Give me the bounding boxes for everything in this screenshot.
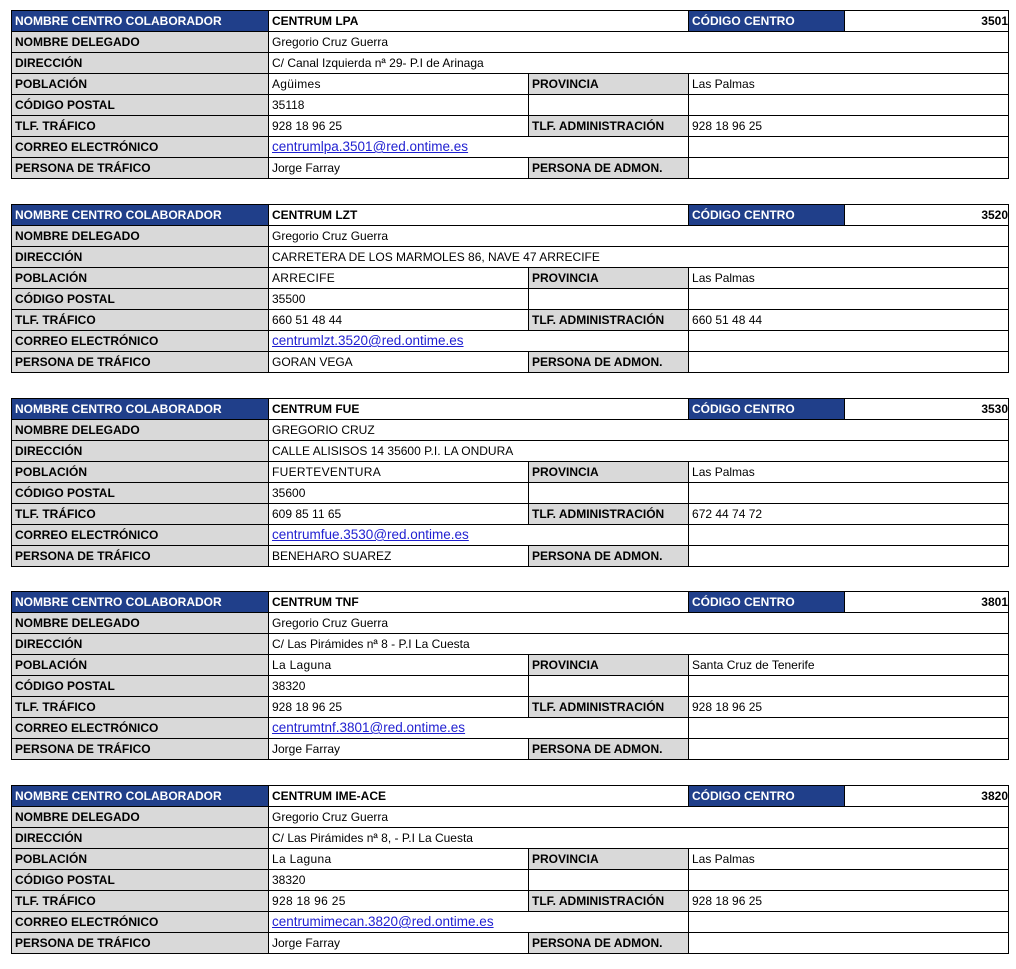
provincia-value: Santa Cruz de Tenerife (689, 655, 1009, 676)
label-codigo-postal: CÓDIGO POSTAL (12, 676, 269, 697)
center-name: CENTRUM TNF (269, 592, 689, 613)
persona-trafico-value: Jorge Farray (269, 739, 529, 760)
label-provincia: PROVINCIA (529, 74, 689, 95)
label-nombre-centro: NOMBRE CENTRO COLABORADOR (12, 205, 269, 226)
center-card (11, 591, 1008, 760)
label-codigo-centro: CÓDIGO CENTRO (689, 205, 845, 226)
label-nombre-centro: NOMBRE CENTRO COLABORADOR (12, 592, 269, 613)
codigo-postal-value: 35600 (269, 483, 529, 504)
label-provincia: PROVINCIA (529, 462, 689, 483)
label-nombre-centro: NOMBRE CENTRO COLABORADOR (12, 11, 269, 32)
label-persona-admon: PERSONA DE ADMON. (529, 158, 689, 179)
tlf-administracion-value: 928 18 96 25 (689, 891, 1009, 912)
label-codigo-centro: CÓDIGO CENTRO (689, 11, 845, 32)
email-link[interactable]: centrumtnf.3801@red.ontime.es (272, 720, 466, 735)
label-direccion: DIRECCIÓN (12, 247, 269, 268)
delegado-value: Gregorio Cruz Guerra (269, 807, 1009, 828)
label-persona-admon: PERSONA DE ADMON. (529, 933, 689, 954)
center-table (11, 204, 1009, 373)
label-tlf-administracion: TLF. ADMINISTRACIÓN (529, 116, 689, 137)
label-tlf-trafico: TLF. TRÁFICO (12, 891, 269, 912)
label-codigo-postal: CÓDIGO POSTAL (12, 870, 269, 891)
label-codigo-postal: CÓDIGO POSTAL (12, 95, 269, 116)
direccion-value: CARRETERA DE LOS MARMOLES 86, NAVE 47 ARRECIFE (269, 247, 1009, 268)
label-correo: CORREO ELECTRÓNICO (12, 525, 269, 546)
provincia-value: Las Palmas (689, 268, 1009, 289)
tlf-trafico-value: 609 85 11 65 (269, 504, 529, 525)
center-code: 3820 (845, 786, 1009, 807)
empty-cell (689, 676, 1009, 697)
persona-trafico-value: Jorge Farray (269, 933, 529, 954)
center-name: CENTRUM FUE (269, 399, 689, 420)
email-link[interactable]: centrumlpa.3501@red.ontime.es (272, 139, 469, 154)
label-tlf-trafico: TLF. TRÁFICO (12, 697, 269, 718)
email-link[interactable]: centrumlzt.3520@red.ontime.es (272, 333, 464, 348)
label-nombre-delegado: NOMBRE DELEGADO (12, 226, 269, 247)
label-tlf-trafico: TLF. TRÁFICO (12, 504, 269, 525)
label-persona-trafico: PERSONA DE TRÁFICO (12, 158, 269, 179)
persona-admon-value (689, 933, 1009, 954)
persona-trafico-value: BENEHARO SUAREZ (269, 546, 529, 567)
email-cell (269, 331, 689, 352)
label-poblacion: POBLACIÓN (12, 849, 269, 870)
label-nombre-delegado: NOMBRE DELEGADO (12, 807, 269, 828)
label-codigo-centro: CÓDIGO CENTRO (689, 786, 845, 807)
label-poblacion: POBLACIÓN (12, 74, 269, 95)
label-nombre-delegado: NOMBRE DELEGADO (12, 32, 269, 53)
center-name: CENTRUM IME-ACE (269, 786, 689, 807)
center-table (11, 398, 1009, 567)
tlf-administracion-value: 660 51 48 44 (689, 310, 1009, 331)
center-code: 3520 (845, 205, 1009, 226)
label-persona-trafico: PERSONA DE TRÁFICO (12, 352, 269, 373)
center-code: 3530 (845, 399, 1009, 420)
tlf-trafico-value: 928 18 96 25 (269, 697, 529, 718)
label-codigo-postal: CÓDIGO POSTAL (12, 483, 269, 504)
provincia-value: Las Palmas (689, 849, 1009, 870)
label-nombre-delegado: NOMBRE DELEGADO (12, 613, 269, 634)
email-link[interactable]: centrumfue.3530@red.ontime.es (272, 527, 469, 542)
empty-cell (689, 289, 1009, 310)
label-tlf-administracion: TLF. ADMINISTRACIÓN (529, 891, 689, 912)
persona-trafico-value: Jorge Farray (269, 158, 529, 179)
tlf-administracion-value: 928 18 96 25 (689, 697, 1009, 718)
empty-cell (529, 289, 689, 310)
email-link[interactable]: centrumimecan.3820@red.ontime.es (272, 914, 494, 929)
email-cell (269, 525, 689, 546)
provincia-value: Las Palmas (689, 462, 1009, 483)
empty-cell (529, 95, 689, 116)
label-provincia: PROVINCIA (529, 849, 689, 870)
center-table (11, 591, 1009, 760)
label-tlf-trafico: TLF. TRÁFICO (12, 116, 269, 137)
tlf-trafico-value: 928 18 96 25 (269, 116, 529, 137)
label-tlf-administracion: TLF. ADMINISTRACIÓN (529, 697, 689, 718)
label-correo: CORREO ELECTRÓNICO (12, 331, 269, 352)
tlf-trafico-value: 928 18 96 25 (269, 891, 529, 912)
email-cell (269, 718, 689, 739)
center-name: CENTRUM LPA (269, 11, 689, 32)
label-persona-trafico: PERSONA DE TRÁFICO (12, 546, 269, 567)
poblacion-value: ARRECIFE (269, 268, 529, 289)
direccion-value: C/ Canal Izquierda nª 29- P.I de Arinaga (269, 53, 1009, 74)
label-codigo-centro: CÓDIGO CENTRO (689, 592, 845, 613)
email-cell (269, 912, 689, 933)
label-direccion: DIRECCIÓN (12, 634, 269, 655)
label-correo: CORREO ELECTRÓNICO (12, 137, 269, 158)
codigo-postal-value: 38320 (269, 676, 529, 697)
label-provincia: PROVINCIA (529, 268, 689, 289)
label-correo: CORREO ELECTRÓNICO (12, 912, 269, 933)
codigo-postal-value: 38320 (269, 870, 529, 891)
persona-admon-value (689, 546, 1009, 567)
provincia-value: Las Palmas (689, 74, 1009, 95)
empty-cell (529, 870, 689, 891)
center-code: 3501 (845, 11, 1009, 32)
codigo-postal-value: 35500 (269, 289, 529, 310)
label-direccion: DIRECCIÓN (12, 441, 269, 462)
label-poblacion: POBLACIÓN (12, 655, 269, 676)
empty-cell (689, 137, 1009, 158)
poblacion-value: FUERTEVENTURA (269, 462, 529, 483)
label-nombre-delegado: NOMBRE DELEGADO (12, 420, 269, 441)
label-persona-admon: PERSONA DE ADMON. (529, 739, 689, 760)
center-card (11, 785, 1008, 954)
empty-cell (689, 483, 1009, 504)
label-tlf-administracion: TLF. ADMINISTRACIÓN (529, 504, 689, 525)
empty-cell (689, 912, 1009, 933)
empty-cell (689, 718, 1009, 739)
label-nombre-centro: NOMBRE CENTRO COLABORADOR (12, 786, 269, 807)
poblacion-value: La Laguna (269, 655, 529, 676)
center-card (11, 204, 1008, 373)
label-tlf-administracion: TLF. ADMINISTRACIÓN (529, 310, 689, 331)
center-card (11, 398, 1008, 567)
label-direccion: DIRECCIÓN (12, 53, 269, 74)
direccion-value: CALLE ALISISOS 14 35600 P.I. LA ONDURA (269, 441, 1009, 462)
empty-cell (689, 870, 1009, 891)
center-name: CENTRUM LZT (269, 205, 689, 226)
label-nombre-centro: NOMBRE CENTRO COLABORADOR (12, 399, 269, 420)
poblacion-value: La Laguna (269, 849, 529, 870)
label-persona-admon: PERSONA DE ADMON. (529, 546, 689, 567)
delegado-value: Gregorio Cruz Guerra (269, 32, 1009, 53)
empty-cell (529, 483, 689, 504)
empty-cell (689, 525, 1009, 546)
center-table (11, 10, 1009, 179)
persona-admon-value (689, 739, 1009, 760)
delegado-value: GREGORIO CRUZ (269, 420, 1009, 441)
poblacion-value: Agüimes (269, 74, 529, 95)
persona-trafico-value: GORAN VEGA (269, 352, 529, 373)
label-persona-trafico: PERSONA DE TRÁFICO (12, 933, 269, 954)
persona-admon-value (689, 158, 1009, 179)
center-code: 3801 (845, 592, 1009, 613)
label-codigo-postal: CÓDIGO POSTAL (12, 289, 269, 310)
empty-cell (689, 331, 1009, 352)
direccion-value: C/ Las Pirámides nª 8, - P.I La Cuesta (269, 828, 1009, 849)
direccion-value: C/ Las Pirámides nª 8 - P.I La Cuesta (269, 634, 1009, 655)
center-card (11, 10, 1008, 179)
tlf-administracion-value: 928 18 96 25 (689, 116, 1009, 137)
label-persona-trafico: PERSONA DE TRÁFICO (12, 739, 269, 760)
empty-cell (529, 676, 689, 697)
tlf-administracion-value: 672 44 74 72 (689, 504, 1009, 525)
label-direccion: DIRECCIÓN (12, 828, 269, 849)
persona-admon-value (689, 352, 1009, 373)
label-persona-admon: PERSONA DE ADMON. (529, 352, 689, 373)
delegado-value: Gregorio Cruz Guerra (269, 613, 1009, 634)
label-poblacion: POBLACIÓN (12, 462, 269, 483)
delegado-value: Gregorio Cruz Guerra (269, 226, 1009, 247)
label-correo: CORREO ELECTRÓNICO (12, 718, 269, 739)
empty-cell (689, 95, 1009, 116)
tlf-trafico-value: 660 51 48 44 (269, 310, 529, 331)
label-provincia: PROVINCIA (529, 655, 689, 676)
email-cell (269, 137, 689, 158)
codigo-postal-value: 35118 (269, 95, 529, 116)
center-table (11, 785, 1009, 954)
label-codigo-centro: CÓDIGO CENTRO (689, 399, 845, 420)
label-tlf-trafico: TLF. TRÁFICO (12, 310, 269, 331)
label-poblacion: POBLACIÓN (12, 268, 269, 289)
